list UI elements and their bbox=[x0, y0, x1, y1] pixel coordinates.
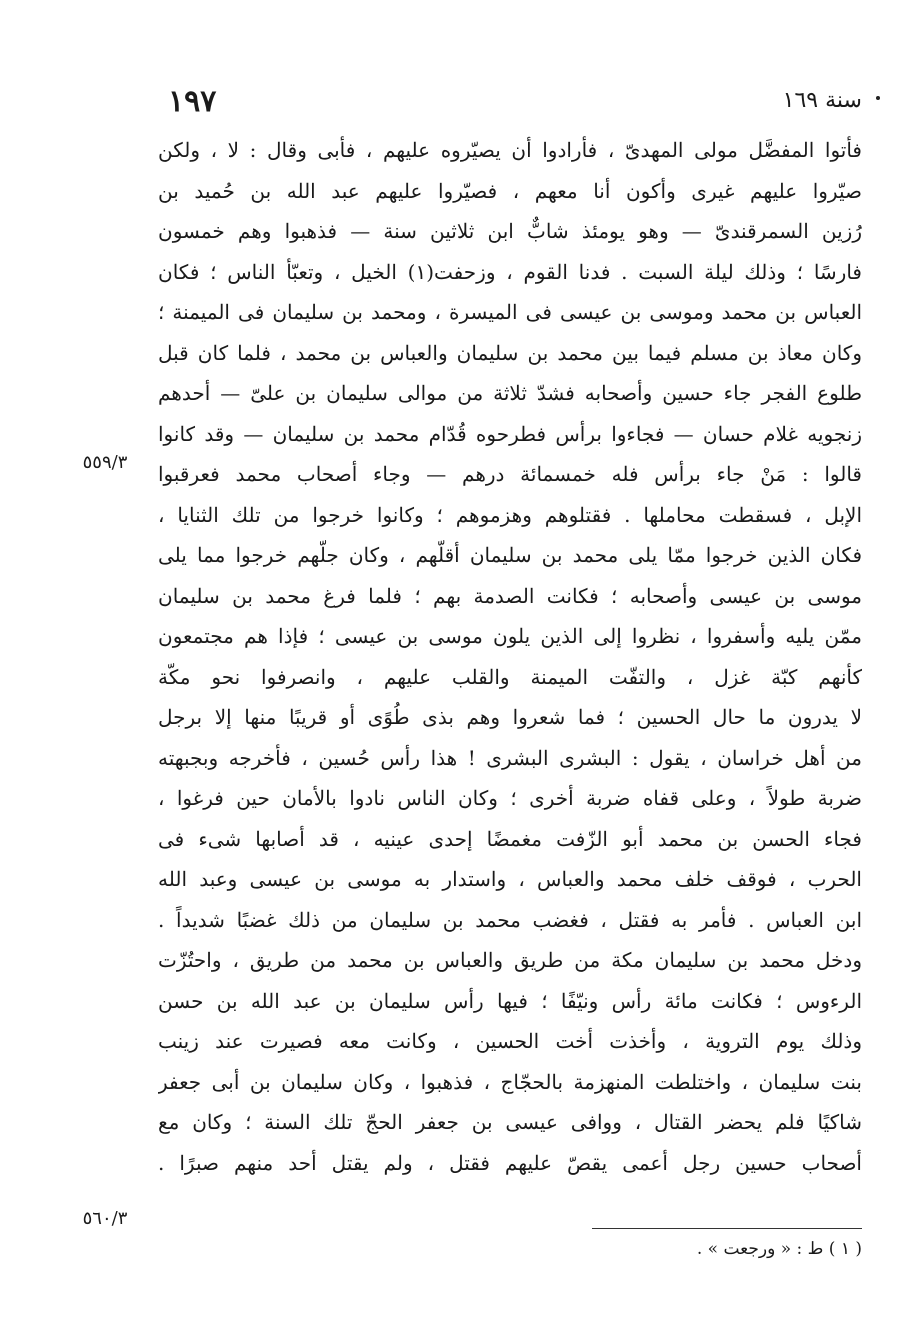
margin-reference: ٥٦٠/٣ bbox=[82, 1208, 128, 1229]
text-line: وذلك يوم التروية ، وأخذت أخت الحسين ، وكانت معه فصيرت عند زينب bbox=[158, 1029, 862, 1053]
text-line: طلوع الفجر جاء حسين وأصحابه فشدّ ثلاثة من موالى سليمان بن علىّ — أحدهم bbox=[158, 381, 862, 405]
text-line: ودخل محمد بن سليمان مكة من طريق والعباس بن محمد من طريق ، واحتُزّت bbox=[158, 948, 862, 972]
text-line: كأنهم كبّة غزل ، والتفّت الميمنة والقلب عليهم ، وانصرفوا نحو مكّة bbox=[158, 664, 862, 689]
text-line: فجاء الحسن بن محمد أبو الزّفت مغمضًا إحدى عينيه ، قد أصابها شىء فى bbox=[158, 826, 862, 851]
page-number: ١٩٧ bbox=[168, 84, 217, 119]
text-line: لا يدرون ما حال الحسين ؛ فما شعروا وهم بذى طُوًى أو قريبًا منها إلا برجل bbox=[158, 705, 862, 729]
text-line: العباس بن محمد وموسى بن عيسى فى الميسرة ، ومحمد بن سليمان فى الميمنة ؛ bbox=[158, 300, 862, 324]
text-line: فكان الذين خرجوا ممّا يلى محمد بن سليمان أقلّهم ، وكان جلّهم خرجوا مما يلى bbox=[158, 543, 862, 567]
text-line: وكان معاذ بن مسلم فيما بين محمد بن سليمان والعباس بن محمد ، فلما كان قبل bbox=[158, 340, 862, 365]
text-line: أصحاب حسين رجل أعمى يقصّ عليهم فقتل ، ولم يقتل أحد منهم صبرًا . bbox=[158, 1150, 862, 1175]
text-line: ممّن يليه وأسفروا ، نظروا إلى الذين يلون موسى بن عيسى ؛ فإذا هم مجتمعون bbox=[158, 624, 862, 648]
body-text bbox=[158, 130, 862, 1183]
footnote: ( ١ ) ط : « ورجعت » . bbox=[696, 1239, 862, 1259]
text-line: الحرب ، فوقف خلف محمد والعباس ، واستدار به موسى بن عيسى وعبد الله bbox=[158, 867, 862, 891]
margin-reference: ٥٥٩/٣ bbox=[82, 452, 128, 473]
text-line: ابن العباس . فأمر به فقتل ، فغضب محمد بن سليمان من ذلك غضبًا شديداً . bbox=[158, 907, 862, 932]
text-line: ضربة طولاً ، وعلى قفاه ضربة أخرى ؛ وكان الناس نادوا بالأمان حين فرغوا ، bbox=[158, 786, 862, 810]
text-line: زنجويه غلام حسان — فجاءوا برأس فطرحوه قُدّام محمد بن سليمان — وقد كانوا bbox=[158, 421, 862, 446]
text-line: فأتوا المفضَّل مولى المهدىّ ، فأرادوا أن يصيّروه عليهم ، فأبى وقال : لا ، ولكن bbox=[158, 138, 862, 162]
footnote-divider bbox=[592, 1228, 862, 1229]
text-line: قالوا : مَنْ جاء برأس فله خمسمائة درهم — وجاء أصحاب محمد فعرقبوا bbox=[158, 462, 862, 486]
text-line: فارسًا ؛ وذلك ليلة السبت . فدنا القوم ، وزحفت(١) الخيل ، وتعبّأ الناس ؛ فكان bbox=[158, 259, 862, 284]
text-line: صيّروا عليهم غيرى وأكون أنا معهم ، فصيّروا عليهم عبد الله بن حُميد بن bbox=[158, 178, 862, 203]
running-header-year: سنة ١٦٩ bbox=[782, 88, 862, 113]
text-line: الإبل ، فسقطت محاملها . فقتلوهم وهزموهم ؛ وكانوا خرجوا من تلك الثنايا ، bbox=[158, 502, 862, 527]
header-dot bbox=[876, 96, 880, 100]
text-line: بنت سليمان ، واختلطت المنهزمة بالحجّاج ، فذهبوا ، وكان سليمان بن أبى جعفر bbox=[158, 1069, 862, 1094]
text-line: شاكيًا فلم يحضر القتال ، ووافى عيسى بن جعفر الحجّ تلك السنة ؛ وكان مع bbox=[158, 1110, 862, 1134]
text-line: الرءوس ؛ فكانت مائة رأس ونيّفًا ؛ فيها رأس سليمان بن عبد الله بن حسن bbox=[158, 988, 862, 1013]
text-line: رُزين السمرقندىّ — وهو يومئذ شابٌّ ابن ثلاثين سنة — فذهبوا وهم خمسون bbox=[158, 219, 862, 243]
text-line: موسى بن عيسى وأصحابه ؛ فكانت الصدمة بهم ؛ فلما فرغ محمد بن سليمان bbox=[158, 583, 862, 608]
text-line: من أهل خراسان ، يقول : البشرى البشرى ! هذا رأس حُسين ، فأخرجه وبجبهته bbox=[158, 745, 862, 770]
